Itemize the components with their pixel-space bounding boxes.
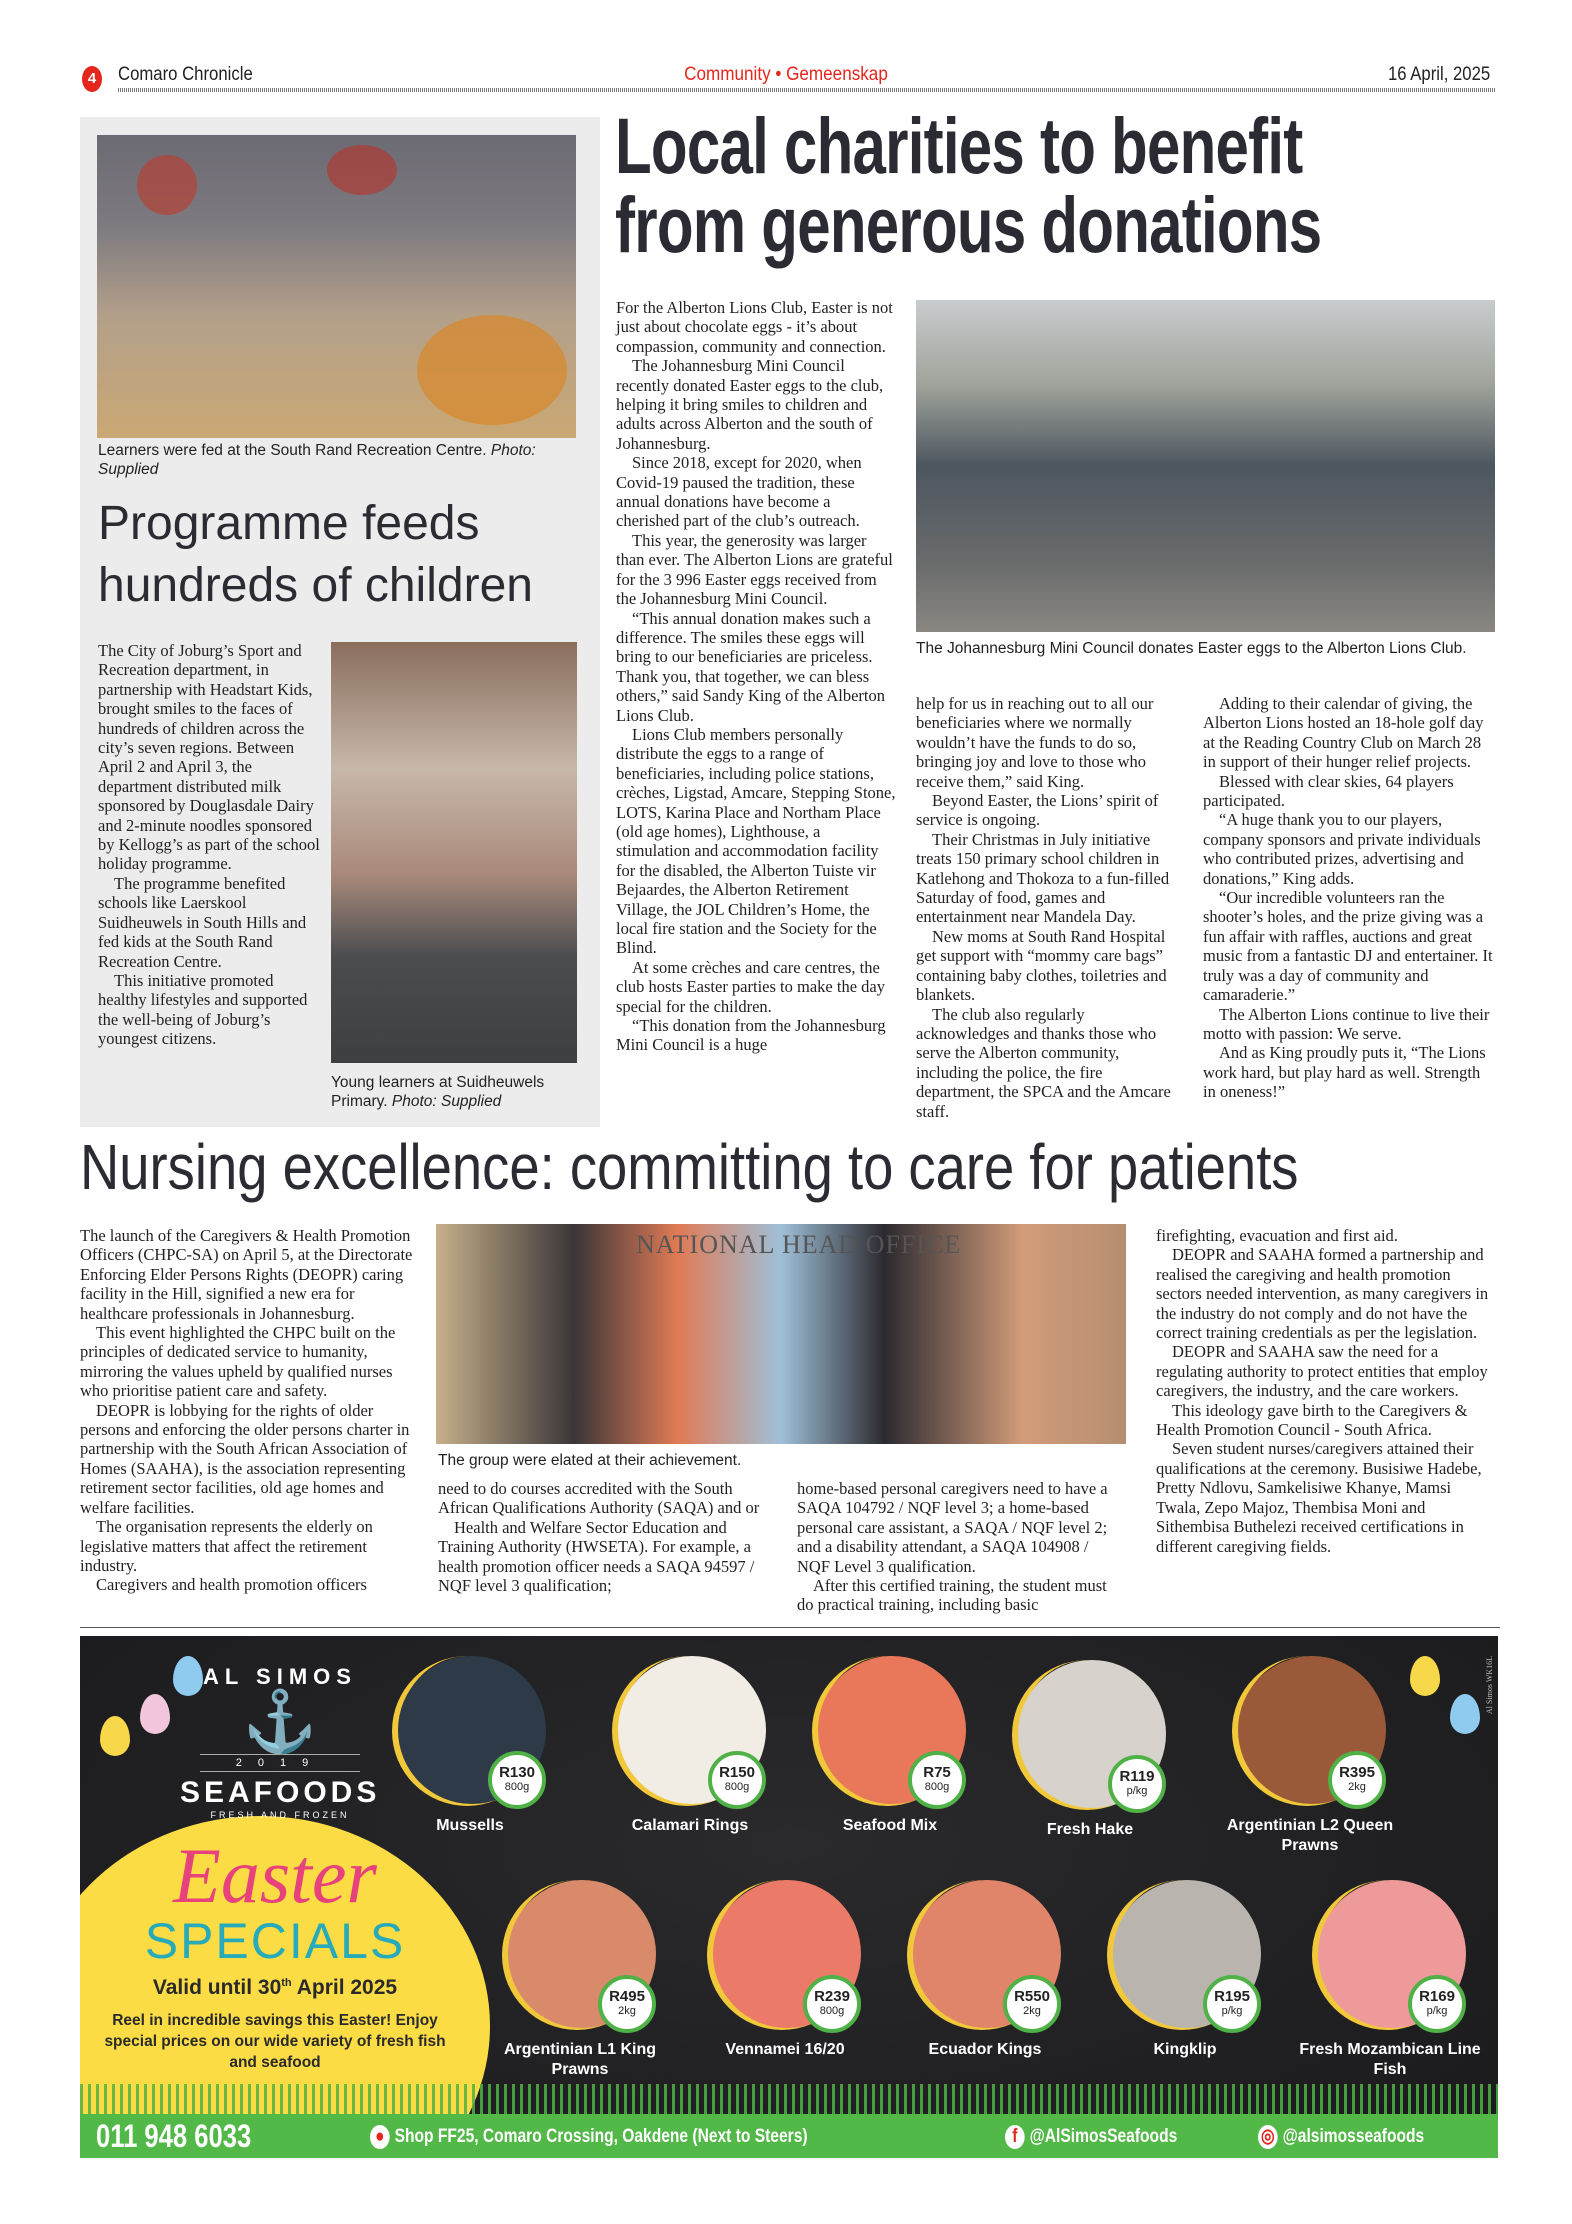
facebook-icon: f [1005,2125,1025,2149]
young-learners-photo [331,642,577,1063]
grass-decoration [80,2084,1498,2114]
facebook-handle[interactable]: f @AlSimosSeafoods [1005,2125,1177,2149]
easter-title: Easter [173,1832,377,1919]
store-address: ● Shop FF25, Comaro Crossing, Oakdene (Next to Steers) [370,2125,808,2149]
ad-contact-bar [80,2114,1498,2158]
charity-story-headline: Local charities to benefit from generous donations [615,101,1322,269]
price-badge: R130 800g [488,1751,546,1809]
charity-story-column-2: help for us in reaching out to all our beneficiaries where we normally wouldn’t have the funds to do so, bringing joy and love to those who receive them,” said King. Beyond Easter, the Lions’ spirit of service is ongoing. Their Christmas in July initiative treats 150 primary school children in Katlehong and Thokoza to a fun-filled Saturday of food, games and entertainment near Mandela Day. New moms at South Rand Hospital get support with “mommy care bags” containing baby clothes, toiletries and blankets. The club also regularly acknowledges and thanks those who serve the Alberton community, including the police, the fire department, the SPCA and the Amcare staff. [916,694,1171,1121]
price-badge: R75 800g [908,1751,966,1809]
nursing-story-headline: Nursing excellence: committing to care for patients [80,1131,1299,1203]
al-simos-logo: AL SIMOS ⚓ 2019 SEAFOODS FRESH AND FROZEN [180,1664,381,1820]
easter-egg-icon [173,1656,203,1696]
photo-caption: Learners were fed at the South Rand Recreation Centre. Photo: Supplied [98,442,536,478]
learners-fed-photo [97,135,576,438]
nursing-story-column-1: The launch of the Caregivers & Health Promotion Officers (CHPC-SA) on April 5, at the Directorate Enforcing Elder Persons Rights (DEOPR) caring facility in the Hill, signified a new era for healthcare professionals in Johannesburg. This event highlighted the CHPC built on the principles of dedicated service to humanity, mirroring the values upheld by qualified nurses who prioritise patient care and safety. DEOPR is lobbying for the rights of older persons and enforcing the older persons charter in partnership with the South African Association of Homes (SAAHA), is the association representing retirement sector facilities, old age homes and welfare facilities. The organisation represents the elderly on legislative matters that affect the retirement industry. Caregivers and health promotion officers [80,1226,413,1595]
graduation-photo [436,1224,1126,1444]
publication-name: Comaro Chronicle [118,64,253,85]
instagram-icon: ◎ [1258,2125,1278,2149]
easter-egg-icon [100,1716,130,1756]
issue-date: 16 April, 2025 [1387,64,1490,85]
price-badge: R169 p/kg [1408,1975,1466,2033]
price-badge: R239 800g [803,1975,861,2033]
mini-council-photo [916,300,1495,632]
specials-title: SPECIALS [144,1913,406,1969]
ad-divider [80,1627,1500,1628]
ad-reference: Al Simos WK16L [1485,1656,1494,1715]
nursing-story-column-3: home-based personal caregivers need to have a SAQA 104792 / NQF level 3; a home-based personal care assistant, a SAQA / NQF level 2; and a disability attendant, a SAQA 104908 / NQF Level 3 qualification. After this certified training, the student must do practical training, including basic [797,1479,1108,1615]
photo-caption: The Johannesburg Mini Council donates Easter eggs to the Alberton Lions Club. [916,640,1467,657]
nursing-story-column-4: firefighting, evacuation and first aid. DEOPR and SAAHA formed a partnership and realised the caregiving and health promotion sectors needed intervention, as many caregivers in the industry do not comply and do not have the correct training credentials as per the legislation. DEOPR and SAAHA saw the need for a regulating authority to protect entities that employ caregivers, the industry, and the care workers. This ideology gave birth to the Caregivers & Health Promotion Council - South Africa. Seven student nurses/caregivers attained their qualifications at the ceremony. Busisiwe Hadebe, Pretty Ndlovu, Samkelisiwe Khanye, Mamsi Twala, Zepo Majoz, Thembisa Moni and Sithembisa Buthelezi received certifications in different caregiving fields. [1156,1226,1489,1556]
section-label: Community • Gemeenskap [684,64,888,85]
feed-story-headline: Programme feeds hundreds of children [98,497,533,612]
promo-blurb: Reel in incredible savings this Easter! Enjoy special prices on our wide variety of fresh fish and seafood [104,2012,446,2071]
easter-egg-icon [140,1694,170,1734]
photo-caption: The group were elated at their achievement. [438,1452,742,1469]
price-badge: R195 p/kg [1203,1975,1261,2033]
easter-egg-icon [1450,1694,1480,1734]
masthead-rule [118,88,1496,92]
valid-until: Valid until 30th April 2025 [152,1976,398,1999]
photo-caption: Young learners at Suidheuwels Primary. Photo: Supplied [331,1074,545,1110]
charity-story-column-1: For the Alberton Lions Club, Easter is not just about chocolate eggs - it’s about compassion, community and connection. The Johannesburg Mini Council recently donated Easter eggs to the club, helping it bring smiles to children and adults across Alberton and the south of Johannesburg. Since 2018, except for 2020, when Covid-19 paused the tradition, these annual donations have become a cherished part of the club’s outreach. This year, the generosity was larger than ever. The Alberton Lions are grateful for the 3 996 Easter eggs received from the Johannesburg Mini Council. “This annual donation makes such a difference. The smiles these eggs will bring to our beneficiaries are priceless. Thank you, that together, we can bless others,” said Sandy King of the Alberton Lions Club. Lions Club members personally distribute the eggs to a range of beneficiaries, including police stations, crèches, Ligstad, Amcare, Stepping Stone, LOTS, Karina Place and Northam Place (old age homes), Lighthouse, a stimulation and accommodation facility for the disabled, the Alberton Tuiste vir Bejaardes, the Alberton Retirement Village, the JOL Children’s Home, the local fire station and the Society for the Blind. At some crèches and care centres, the club hosts Easter parties to make the day special for the children. “This donation from the Johannesburg Mini Council is a huge [616,298,896,1055]
charity-story-column-3: Adding to their calendar of giving, the Alberton Lions hosted an 18-hole golf day at the Reading Country Club on March 28 in support of their hunger relief projects. Blessed with clear skies, 64 players participated. “A huge thank you to our players, company sponsors and private individuals who contributed prizes, advertising and donations,” King adds. “Our incredible volunteers ran the shooter’s holes, and the prize giving was a fun affair with raffles, auctions and great music from a fantastic DJ and entertainer. It truly was a day of community and camaraderie.” The Alberton Lions continue to live their motto with passion: We serve. And as King proudly puts it, “The Lions work hard, but play hard as well. Strength in oneness!” [1203,694,1493,1102]
nursing-story-column-2: need to do courses accredited with the South African Qualifications Authority (SAQA) and or Health and Welfare Sector Education and Training Authority (HWSETA). For example, a health promotion officer needs a SAQA 94597 / NQF level 3 qualification; [438,1479,760,1596]
price-badge: R119 p/kg [1108,1755,1166,1813]
instagram-handle[interactable]: ◎ @alsimosseafoods [1258,2125,1424,2149]
phone-number[interactable]: 011 948 6033 [96,2118,252,2154]
price-badge: R550 2kg [1003,1975,1061,2033]
price-badge: R495 2kg [598,1975,656,2033]
al-simos-advert: AL SIMOS ⚓ 2019 SEAFOODS FRESH AND FROZEN Easter SPECIALS Valid until 30th April 2025 Reel in incredible savings this Easter! Enjoy special prices on our wide variety of fresh fish and seafood R130 800g Mussells R150 800g Calamari Rings R75 800g Seafood Mix R119 p/kg Fresh Hake R395 2kg Argentinian L2 Queen Prawns R495 2kg Argentinian L1 King Prawns R239 800g Vennamei 16/20 R550 2kg Ecuador Kings R195 p/kg Kingklip R169 p/kg Fresh Mozambican Line Fish Al Simos WK16L 011 948 6033 ● Shop FF25, Comaro Crossing, Oakdene (Next to Steers) f @AlSimosSeafoods ◎ @alsimosseafoods [80,1636,1498,2158]
feed-story-body: The City of Joburg’s Sport and Recreation department, in partnership with Headstart Kids, brought smiles to the faces of hundreds of children across the city’s seven regions. Between April 2 and April 3, the department distributed milk sponsored by Douglasdale Dairy and 2-minute noodles sponsored by Kellogg’s as part of the school holiday programme. The programme benefited schools like Laerskool Suidheuwels in South Hills and fed kids at the South Rand Recreation Centre. This initiative promoted healthy lifestyles and supported the well-being of Joburg’s youngest citizens. [98,641,320,1049]
easter-egg-icon [1410,1656,1440,1696]
location-pin-icon: ● [370,2125,390,2149]
anchor-icon: ⚓ [242,1688,318,1755]
price-badge: R395 2kg [1328,1751,1386,1809]
banner-text: NATIONAL HEAD OFFICE [636,1230,962,1259]
page-number-badge: 4 [82,66,102,92]
price-badge: R150 800g [708,1751,766,1809]
